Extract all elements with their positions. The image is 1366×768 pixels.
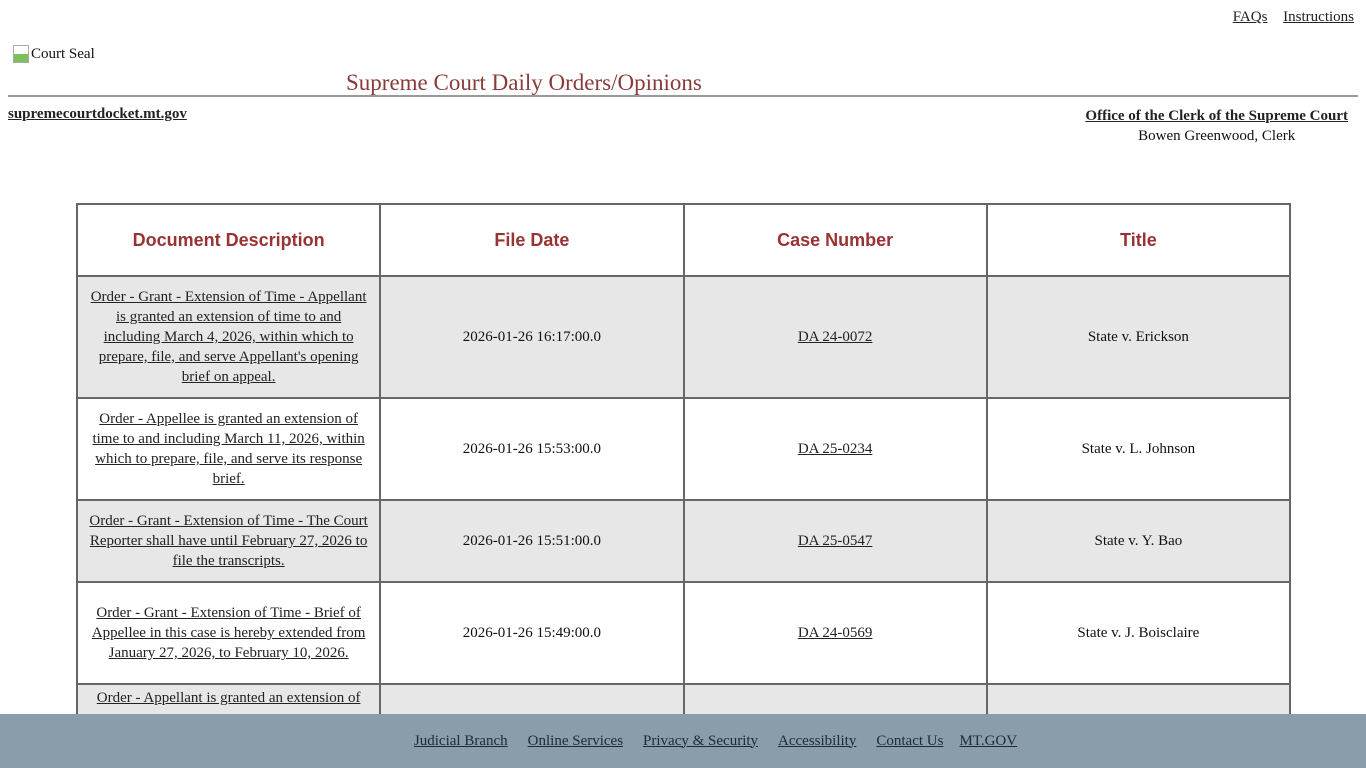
document-link[interactable]: Order - Grant - Extension of Time - Appellant is granted an extension of time to and including March 4, 2026, within which to prepare, file, and serve Appellant's opening brief on appeal.	[90, 289, 367, 385]
document-link[interactable]: Order - Grant - Extension of Time - The Court Reporter shall have until February 27, 2026 to file the transcripts.	[89, 513, 368, 569]
col-document-description: Document Description	[77, 204, 380, 276]
broken-image-icon	[13, 45, 29, 63]
table-row	[77, 398, 1290, 500]
footer-online-services[interactable]: Online Services	[527, 732, 624, 749]
case-title: State v. Erickson	[987, 276, 1290, 398]
document-link[interactable]: Order - Appellant is granted an extension of	[96, 690, 361, 706]
table-row	[77, 276, 1290, 398]
court-seal-image	[13, 45, 95, 63]
file-date: 2026-01-26 15:53:00.0	[380, 398, 683, 500]
clerk-info	[1085, 106, 1348, 146]
col-case-number: Case Number	[684, 204, 987, 276]
case-number-link[interactable]: DA 25-0547	[797, 533, 873, 549]
header-divider	[8, 95, 1358, 97]
footer	[0, 714, 1366, 768]
faqs-link[interactable]: FAQs	[1232, 9, 1268, 25]
col-title: Title	[987, 204, 1290, 276]
file-date: 2026-01-26 15:49:00.0	[380, 582, 683, 684]
file-date: 2026-01-26 15:51:00.0	[380, 500, 683, 582]
table-row	[77, 500, 1290, 582]
case-title: State v. Y. Bao	[987, 500, 1290, 582]
footer-privacy-security[interactable]: Privacy & Security	[643, 732, 759, 749]
footer-contact-us[interactable]: Contact Us	[876, 732, 944, 749]
document-link[interactable]: Order - Appellee is granted an extension of time to and including March 11, 2026, within which to prepare, file, and serve its response brief.	[92, 411, 365, 487]
col-file-date: File Date	[380, 204, 683, 276]
file-date: 2026-01-26 16:17:00.0	[380, 276, 683, 398]
case-number-link[interactable]: DA 25-0234	[797, 441, 873, 457]
footer-accessibility[interactable]: Accessibility	[778, 732, 857, 749]
case-title: State v. L. Johnson	[987, 398, 1290, 500]
case-number-link[interactable]: DA 24-0569	[797, 625, 873, 641]
instructions-link[interactable]: Instructions	[1283, 9, 1354, 25]
case-number-link[interactable]: DA 24-0072	[797, 329, 873, 345]
site-link[interactable]: supremecourtdocket.mt.gov	[8, 106, 187, 122]
case-title: State v. J. Boisclaire	[987, 582, 1290, 684]
document-link[interactable]: Order - Grant - Extension of Time - Brief of Appellee in this case is hereby extended from January 27, 2026, to February 10, 2026.	[91, 605, 366, 661]
footer-judicial-branch[interactable]: Judicial Branch	[413, 732, 508, 749]
court-seal-alt: Court Seal	[31, 45, 95, 62]
clerk-name: Bowen Greenwood, Clerk	[1138, 128, 1296, 144]
clerk-office-link[interactable]: Office of the Clerk of the Supreme Court	[1085, 108, 1348, 124]
page-title: Supreme Court Daily Orders/Opinions	[346, 70, 702, 95]
orders-table	[76, 203, 1291, 759]
table-row	[77, 582, 1290, 684]
footer-mt-gov[interactable]: MT.GOV	[959, 732, 1018, 749]
top-links	[1221, 9, 1354, 26]
